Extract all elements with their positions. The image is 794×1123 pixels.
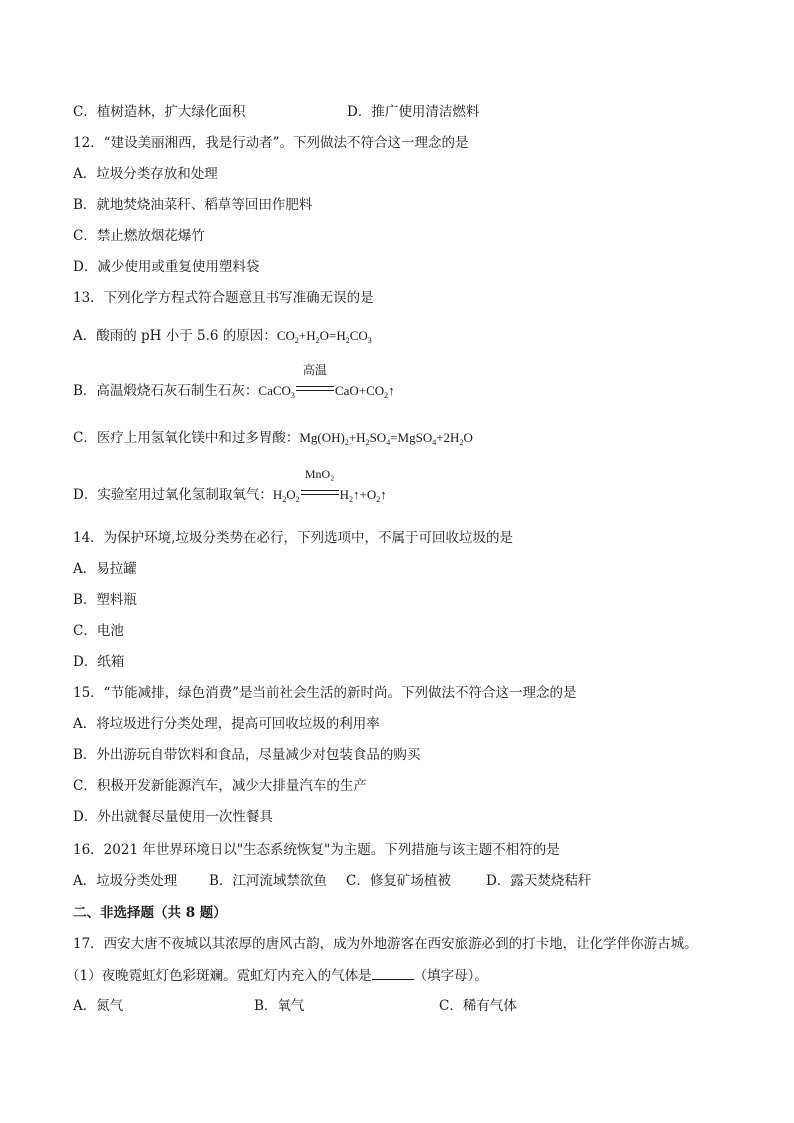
q12-option-d: D．减少使用或重复使用塑料袋 <box>73 259 260 275</box>
q13-stem: 13．下列化学方程式符合题意且书写准确无误的是 <box>73 290 374 306</box>
q15-option-a: A．将垃圾进行分类处理，提高可回收垃圾的利用率 <box>73 716 380 732</box>
q13-option-a <box>73 327 372 345</box>
answer-blank[interactable] <box>372 966 414 980</box>
q17-option-a: A．氮气 <box>73 998 124 1014</box>
reaction-condition: 高温 <box>302 363 327 377</box>
q15-stem: 15．“节能减排，绿色消费”是当前社会生活的新时尚。下列做法不符合这一理念的是 <box>73 685 577 701</box>
q13-option-a-equation: $CO_2+H_2O=H_2CO_3$ <box>276 328 372 345</box>
q14-stem: 14．为保护环境,垃圾分类势在必行，下列选项中，不属于可回收垃圾的是 <box>73 530 513 546</box>
q13-option-c <box>73 429 473 447</box>
q15-option-c: C．积极开发新能源汽车，减少大排量汽车的生产 <box>73 778 367 794</box>
q17-sub1-hint: （填字母）。 <box>413 968 488 984</box>
q17-stem: 17．西安大唐不夜城以其浓厚的唐风古韵，成为外地游客在西安旅游必到的打卡地，让化学伴你游古城。 <box>73 936 698 952</box>
q16-option-d: D．露天焚烧秸秆 <box>486 873 592 889</box>
reaction-condition: MnO₂ <box>304 467 335 481</box>
q13-option-c-equation: $Mg(OH)_2+H_2SO_4=MgSO_4+2H_2O$ <box>299 430 473 447</box>
q11-option-d: D．推广使用清洁燃料 <box>347 104 480 120</box>
q15-option-b: B．外出游玩自带饮料和食品，尽量减少对包装食品的购买 <box>73 747 421 763</box>
q13-option-d-equation: $H_2O_2$ MnO₂ $H_2↑+O_2↑$ <box>272 467 387 504</box>
q12-option-a: A．垃圾分类存放和处理 <box>73 166 218 182</box>
q17-option-b: B．氧气 <box>254 998 305 1014</box>
q15-option-d: D．外出就餐尽量使用一次性餐具 <box>73 809 273 825</box>
reaction-condition-arrow <box>301 467 339 499</box>
q12-option-b: B．就地焚烧油菜秆、稻草等回田作肥料 <box>73 197 313 213</box>
q12-option-c: C．禁止燃放烟花爆竹 <box>73 228 205 244</box>
q14-option-a: A．易拉罐 <box>73 561 137 577</box>
q13-option-b <box>73 363 395 400</box>
q13-option-d-text: D．实验室用过氧化氢制取氧气： <box>73 487 273 503</box>
q13-option-b-text: B．高温煅烧石灰石制生石灰： <box>73 383 259 399</box>
q17-option-c: C．稀有气体 <box>439 998 517 1014</box>
q16-stem: 16．2021 年世界环境日以"生态系统恢复"为主题。下列措施与该主题不相符的是 <box>73 842 560 858</box>
q11-option-c: C．植树造林，扩大绿化面积 <box>73 104 246 120</box>
q13-option-b-equation: CaCO$_3$ 高温 $CaO+CO_2↑$ <box>258 363 395 400</box>
reaction-condition-arrow <box>296 363 334 395</box>
q16-option-c: C．修复矿场植被 <box>346 873 451 889</box>
q14-option-c: C．电池 <box>73 623 124 639</box>
q14-option-b: B．塑料瓶 <box>73 592 137 608</box>
q16-option-b: B．江河流域禁欲鱼 <box>209 873 327 889</box>
q13-option-d <box>73 467 387 504</box>
section-title: 二、非选择题（共 8 题） <box>73 905 227 921</box>
q12-stem: 12．“建设美丽湘西，我是行动者”。下列做法不符合这一理念的是 <box>73 135 469 151</box>
q17-sub1 <box>66 966 488 985</box>
q13-option-a-text: A．酸雨的 pH 小于 5.6 的原因： <box>73 328 277 344</box>
q13-option-c-text: C．医疗上用氢氧化镁中和过多胃酸： <box>73 430 300 446</box>
q14-option-d: D．纸箱 <box>73 654 125 670</box>
q16-option-a: A．垃圾分类处理 <box>73 873 178 889</box>
q17-sub1-question: （1）夜晚霓虹灯色彩斑斓。霓虹灯内充入的气体是 <box>66 968 372 984</box>
